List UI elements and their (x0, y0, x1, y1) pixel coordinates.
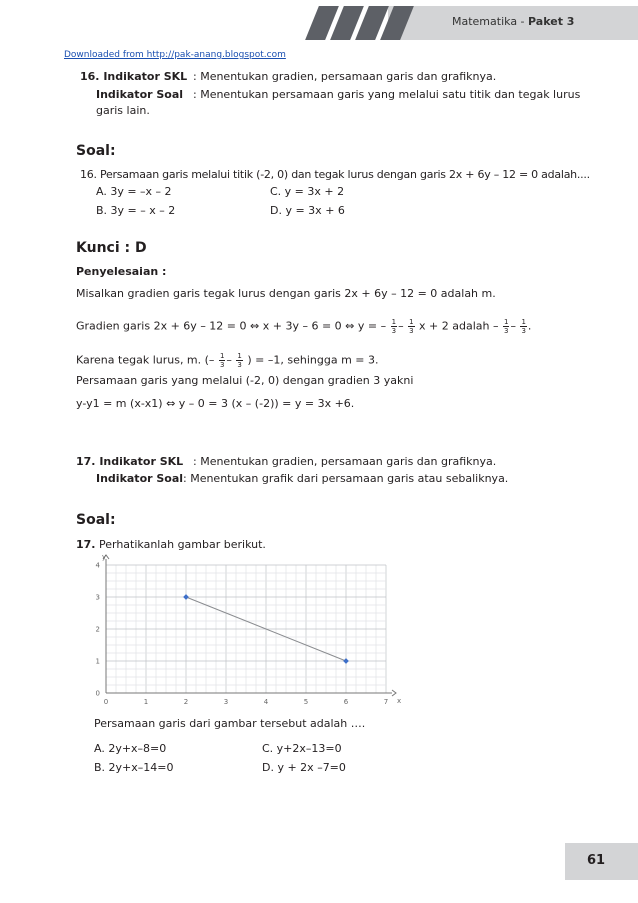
x-tick-label: 1 (143, 698, 149, 706)
q16-option-d: D. y = 3x + 6 (270, 204, 345, 217)
fraction-one-third: $\frac{1}{3}$ (521, 318, 526, 335)
x-tick-label: 0 (103, 698, 109, 706)
download-link[interactable]: Downloaded from http://pak-anang.blogspot.com (64, 50, 286, 60)
x-tick-label: 7 (383, 698, 389, 706)
fraction-one-third: $\frac{1}{3}$ (237, 352, 242, 369)
solution-line-5: y-y1 = m (x-x1) ⇔ y – 0 = 3 (x – (-2)) = y = 3x +6. (76, 397, 355, 410)
kunci-heading: Kunci : D (76, 240, 147, 256)
header-title: Matematika - Paket 3 (452, 15, 575, 28)
data-point (183, 594, 189, 600)
data-point (343, 658, 349, 664)
x-tick-label: 6 (343, 698, 349, 706)
y-axis-label: y (102, 553, 107, 561)
x-tick-label: 4 (263, 698, 269, 706)
solution-line-4: Persamaan garis yang melalui (-2, 0) dengan gradien 3 yakni (76, 374, 414, 387)
q16-heading: Soal: (76, 143, 116, 159)
q17-soal-label: Indikator Soal (96, 472, 184, 485)
q16-option-b: B. 3y = – x – 2 (96, 204, 176, 217)
q17-option-d: D. y + 2x –7=0 (262, 761, 346, 774)
x-axis-label: x (397, 697, 402, 705)
x-tick-label: 3 (223, 698, 229, 706)
y-tick-label: 0 (95, 689, 100, 698)
solution-line-1: Misalkan gradien garis tegak lurus dengan garis 2x + 6y – 12 = 0 adalah m. (76, 287, 496, 300)
q16-soal-text-cont: garis lain. (96, 104, 150, 117)
y-tick-label: 3 (95, 593, 100, 602)
y-tick-label: 1 (95, 657, 100, 666)
fraction-one-third: $\frac{1}{3}$ (503, 318, 509, 335)
q17-question: 17. Perhatikanlah gambar berikut. (76, 538, 266, 551)
solution-line-3: Karena tegak lurus, m. (– $\frac{1}{3}$ – $\frac{1}{3}$ ) = –1, sehingga m = 3. (76, 352, 379, 369)
line-chart (86, 553, 402, 708)
q17-skl-label: 17. Indikator SKL (76, 455, 184, 468)
penyelesaian-label: Penyelesaian : (76, 265, 167, 278)
q17-option-c: C. y+2x–13=0 (262, 742, 342, 755)
q16-soal-text: : Menentukan persamaan garis yang melalui satu titik dan tegak lurus (193, 88, 581, 101)
q16-option-c: C. y = 3x + 2 (270, 185, 345, 198)
q17-skl-text: : Menentukan gradien, persamaan garis dan grafiknya. (193, 455, 497, 468)
q17-soal-text: : Menentukan grafik dari persamaan garis atau sebaliknya. (183, 472, 509, 485)
q16-option-a: A. 3y = –x – 2 (96, 185, 172, 198)
q16-question: 16. Persamaan garis melalui titik (-2, 0) dan tegak lurus dengan garis 2x + 6y – 12 = 0 adalah.... (80, 168, 590, 181)
fraction-one-third: $\frac{1}{3}$ (409, 318, 414, 335)
q17-option-a: A. 2y+x–8=0 (94, 742, 167, 755)
page-number: 61 (587, 853, 606, 868)
x-tick-label: 2 (183, 698, 189, 706)
q17-prompt: Persamaan garis dari gambar tersebut adalah …. (94, 717, 366, 730)
q17-heading: Soal: (76, 512, 116, 528)
fraction-one-third: $\frac{1}{3}$ (391, 318, 397, 335)
q16-skl-label: 16. Indikator SKL (80, 70, 188, 83)
fraction-one-third: $\frac{1}{3}$ (219, 352, 225, 369)
y-tick-label: 2 (95, 625, 100, 634)
q16-skl-text: : Menentukan gradien, persamaan garis dan grafiknya. (193, 70, 497, 83)
solution-line-2: Gradien garis 2x + 6y – 12 = 0 ⇔ x + 3y – 6 = 0 ⇔ y = – $\frac{1}{3}$ – $\frac{1}{3}$ x + 2 adalah – $\frac{1}{3}$ – $\frac{1}{3}$ . (76, 318, 532, 335)
x-axis-arrow (392, 690, 396, 696)
y-tick-label: 4 (95, 561, 100, 570)
x-tick-label: 5 (303, 698, 309, 706)
q16-soal-label: Indikator Soal (96, 88, 184, 101)
q17-option-b: B. 2y+x–14=0 (94, 761, 174, 774)
